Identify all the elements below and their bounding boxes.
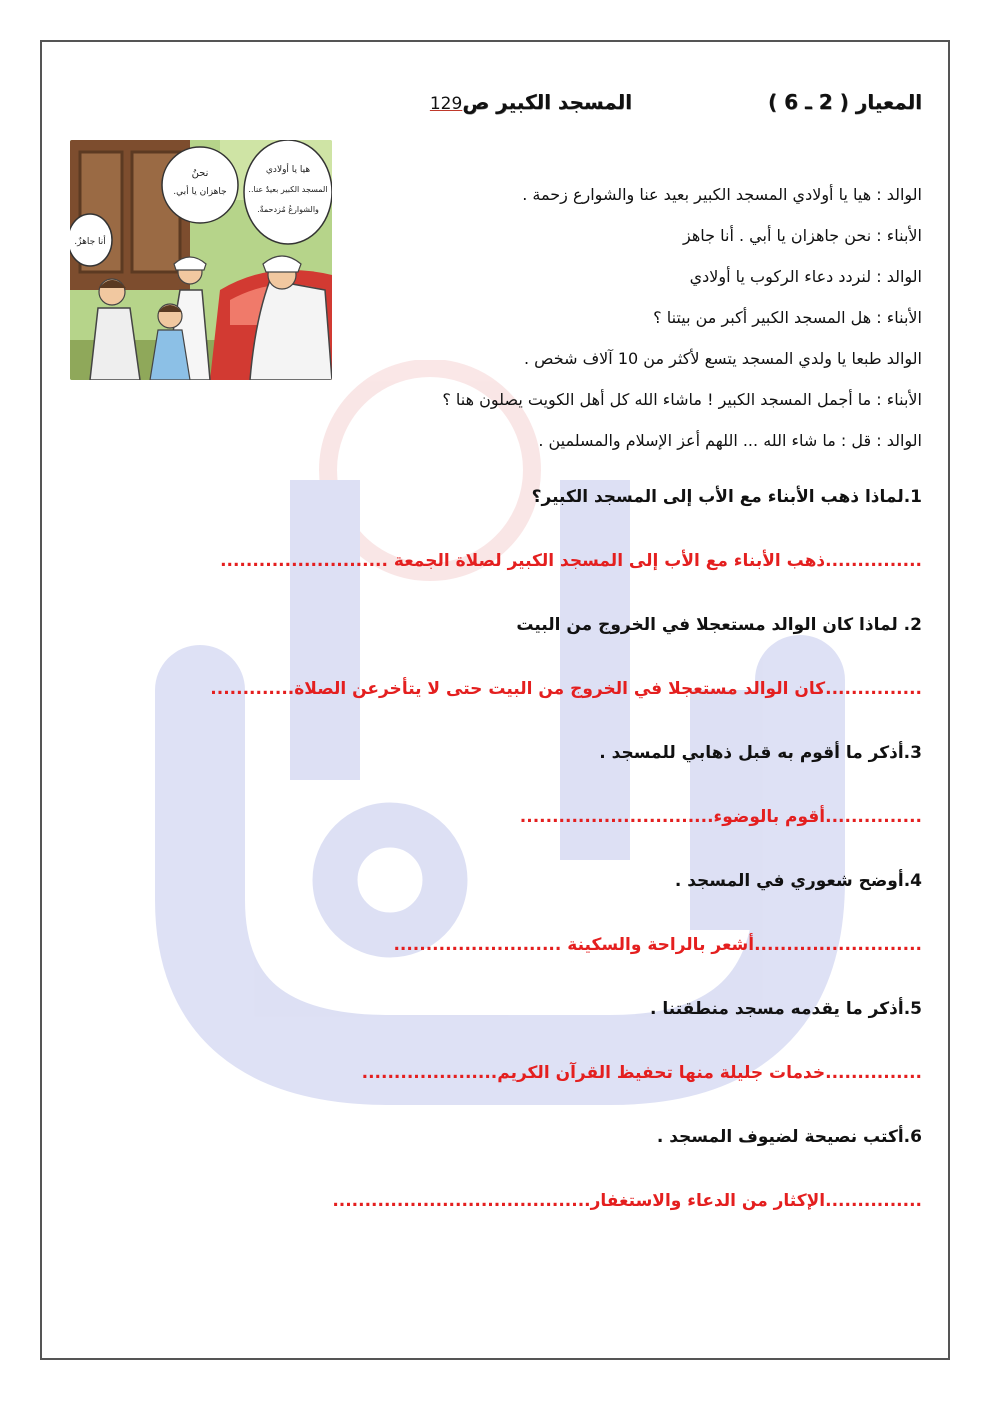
page-reference: 129 [429, 94, 463, 114]
bubble-sons-text-2: جاهزان يا أبي. [173, 187, 227, 197]
question-3: 3.أذكر ما أقوم به قبل ذهابي للمسجد . [599, 743, 922, 763]
question-6: 6.أكتب نصيحة لضيوف المسجد . [656, 1127, 922, 1147]
dialogue-line: الأبناء : ما أجمل المسجد الكبير ! ماشاء الله كل أهل الكويت يصلون هنا ؟ [442, 390, 922, 409]
dialogue-line: الأبناء : نحن جاهزان يا أبي . أنا جاهز [683, 226, 922, 245]
worksheet-header [70, 80, 922, 124]
bubble-father-text-2: المسجد الكبير بعيدٌ عنا.. [248, 185, 328, 194]
answer-6: ...............الإكثار من الدعاء والاستغفار........................................ [332, 1191, 922, 1211]
answer-5: ...............خدمات جليلة منها تحفيظ القرآن الكريم..................... [361, 1063, 922, 1083]
bubble-boy-text: أنا جاهزٌ. [74, 237, 106, 247]
question-1: 1.لماذا ذهب الأبناء مع الأب إلى المسجد الكبير؟ [531, 487, 922, 507]
dialogue-line: الوالد : قل : ما شاء الله ... اللهم أعز الإسلام والمسلمين . [538, 431, 922, 450]
question-4: 4.أوضح شعوري في المسجد . [674, 871, 922, 891]
lesson-title-text: المسجد الكبير ص [462, 90, 632, 114]
lesson-title [430, 90, 632, 114]
dialogue-illustration [70, 140, 332, 380]
dialogue-line: الوالد : لنردد دعاء الركوب يا أولادي [689, 267, 922, 286]
bubble-father-text-1: هيا يا أولادي [265, 165, 311, 175]
bubble-sons-text-1: نحنُ [191, 168, 209, 179]
dialogue-line: الأبناء : هل المسجد الكبير أكبر من بيتنا ؟ [653, 308, 922, 327]
answer-4: ..........................أشعر بالراحة والسكينة .......................... [393, 935, 922, 955]
question-2: 2. لماذا كان الوالد مستعجلا في الخروج من البيت [516, 615, 922, 635]
answer-2: ...............كان الوالد مستعجلا في الخروج من البيت حتى لا يتأخرعن الصلاة............. [210, 679, 922, 699]
answer-3: ...............أقوم بالوضوء.............................. [519, 807, 922, 827]
answer-1: ...............ذهب الأبناء مع الأب إلى المسجد الكبير لصلاة الجمعة .......................... [220, 551, 922, 571]
dialogue-line: الوالد : هيا يا أولادي المسجد الكبير بعيد عنا والشوارع زحمة . [522, 185, 922, 204]
questions-section [70, 475, 922, 1243]
worksheet-content [70, 80, 922, 1243]
standard-label: المعيار ( 2 ـ 6 ) [767, 90, 922, 114]
question-5: 5.أذكر ما يقدمه مسجد منطقتنا . [650, 999, 922, 1019]
bubble-father-text-3: والشوارعُ مُزدحمةٌ. [257, 205, 319, 214]
dialogue-line: الوالد طبعا يا ولدي المسجد يتسع لأكثر من 10 آلاف شخص . [524, 349, 922, 368]
